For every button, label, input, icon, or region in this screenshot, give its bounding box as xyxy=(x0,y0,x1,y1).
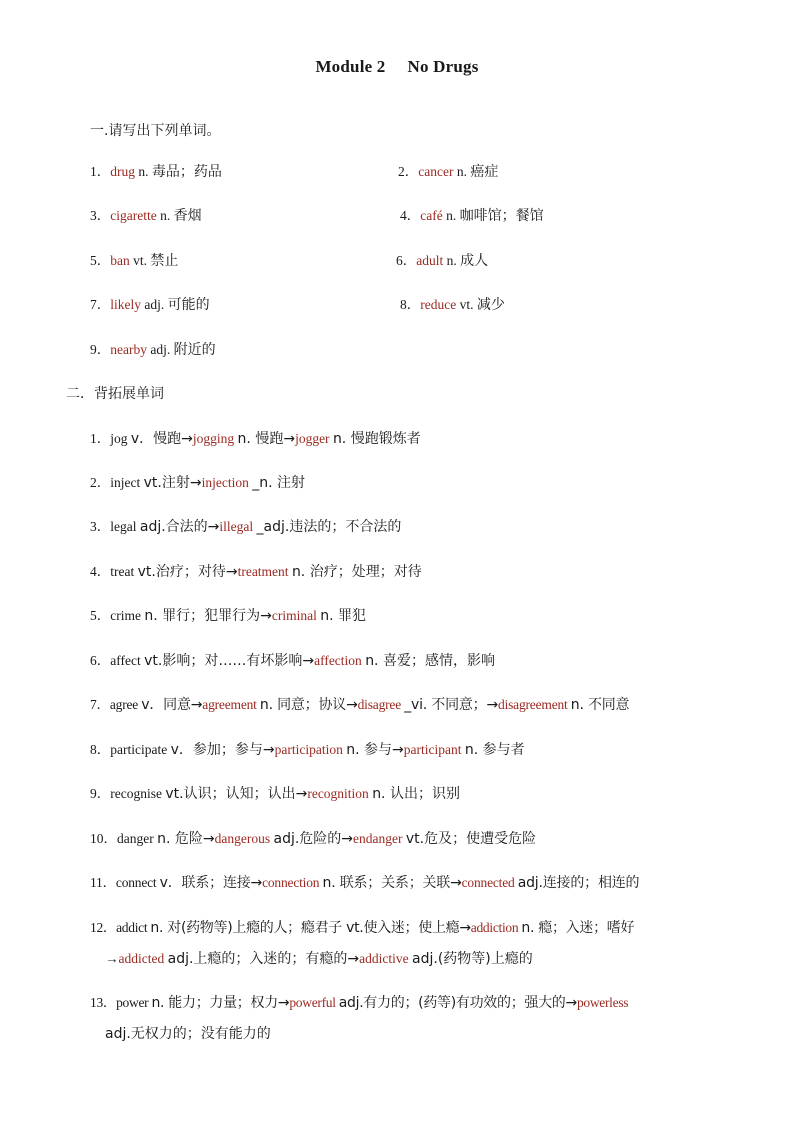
answer-word: café xyxy=(420,208,443,223)
expand-item: 12．addict n. 对(药物等)上瘾的人；瘾君子 vt.使入迷；使上瘾→addiction n. 瘾；入迷；嗜好 xyxy=(90,920,635,936)
answer-word: dangerous xyxy=(214,831,271,846)
vocab-item: 5．ban vt. 禁止 xyxy=(90,253,179,269)
topic-label: No Drugs xyxy=(407,57,479,76)
vocab-item: 2．cancer n. 癌症 xyxy=(398,164,499,180)
vocab-item: 6．adult n. 成人 xyxy=(396,253,489,269)
vocab-item: 8．reduce vt. 减少 xyxy=(400,297,505,313)
answer-word: addictive xyxy=(359,951,409,966)
answer-word: addicted xyxy=(118,951,165,966)
expand-item-continuation: adj.无权力的；没有能力的 xyxy=(105,1026,271,1042)
section2-heading: 二．背拓展单词 xyxy=(66,386,164,402)
expand-item: 7．agree v．同意→agreement n. 同意；协议→disagree _vi. 不同意；→disagreement n. 不同意 xyxy=(90,697,630,713)
answer-word: recognition xyxy=(307,786,369,801)
answer-word: nearby xyxy=(110,342,147,357)
expand-item: 8．participate v．参加；参与→participation n. 参与→participant n. 参与者 xyxy=(90,742,525,758)
module-label: Module 2 xyxy=(315,57,386,76)
answer-word: treatment xyxy=(237,564,289,579)
answer-word: cigarette xyxy=(110,208,157,223)
answer-word: likely xyxy=(110,297,141,312)
expand-item: 13．power n. 能力；力量；权力→powerful adj.有力的；(药等)有功效的；强大的→powerless xyxy=(90,995,629,1011)
answer-word: drug xyxy=(110,164,135,179)
vocab-item: 4．café n. 咖啡馆；餐馆 xyxy=(400,208,544,224)
expand-item: 6．affect vt.影响；对……有坏影响→affection n. 喜爱；感情，影响 xyxy=(90,653,495,669)
answer-word: affection xyxy=(314,653,362,668)
section1-heading: 一.请写出下列单词。 xyxy=(90,123,221,139)
answer-word: connection xyxy=(262,875,320,890)
expand-item: 2．inject vt.注射→injection _n. 注射 xyxy=(90,475,305,491)
vocab-item: 3．cigarette n. 香烟 xyxy=(90,208,202,224)
answer-word: powerless xyxy=(576,995,629,1010)
answer-word: addiction xyxy=(470,920,519,935)
answer-word: illegal xyxy=(219,519,254,534)
answer-word: endanger xyxy=(353,831,403,846)
answer-word: criminal xyxy=(271,608,317,623)
page-title xyxy=(0,57,794,77)
answer-word: ban xyxy=(110,253,130,268)
answer-word: connected xyxy=(461,875,515,890)
vocab-item: 1．drug n. 毒品；药品 xyxy=(90,164,222,180)
answer-word: participation xyxy=(274,742,343,757)
answer-word: reduce xyxy=(420,297,457,312)
expand-item: 11．connect v．联系；连接→connection n. 联系；关系；关联→connected adj.连接的；相连的 xyxy=(90,875,640,891)
vocab-item: 9．nearby adj. 附近的 xyxy=(90,342,216,358)
answer-word: cancer xyxy=(418,164,454,179)
expand-item: 4．treat vt.治疗；对待→treatment n. 治疗；处理；对待 xyxy=(90,564,422,580)
expand-item: 10．danger n. 危险→dangerous adj.危险的→endanger vt.危及；使遭受危险 xyxy=(90,831,537,847)
answer-word: injection xyxy=(201,475,249,490)
expand-item-continuation: →addicted adj.上瘾的；入迷的；有瘾的→addictive adj.(药物等)上瘾的 xyxy=(105,951,533,967)
answer-word: participant xyxy=(403,742,462,757)
expand-item: 1．jog v．慢跑→jogging n. 慢跑→jogger n. 慢跑锻炼者 xyxy=(90,431,421,447)
expand-item: 5．crime n. 罪行；犯罪行为→criminal n. 罪犯 xyxy=(90,608,367,624)
answer-word: disagreement xyxy=(498,697,568,712)
expand-item: 3．legal adj.合法的→illegal _adj.违法的；不合法的 xyxy=(90,519,402,535)
answer-word: adult xyxy=(416,253,444,268)
answer-word: agreement xyxy=(202,697,257,712)
answer-word: powerful xyxy=(289,995,336,1010)
answer-word: disagree xyxy=(357,697,402,712)
vocab-item: 7．likely adj. 可能的 xyxy=(90,297,210,313)
answer-word: jogger xyxy=(295,431,330,446)
expand-item: 9．recognise vt.认识；认知；认出→recognition n. 认出；识别 xyxy=(90,786,460,802)
answer-word: jogging xyxy=(192,431,235,446)
